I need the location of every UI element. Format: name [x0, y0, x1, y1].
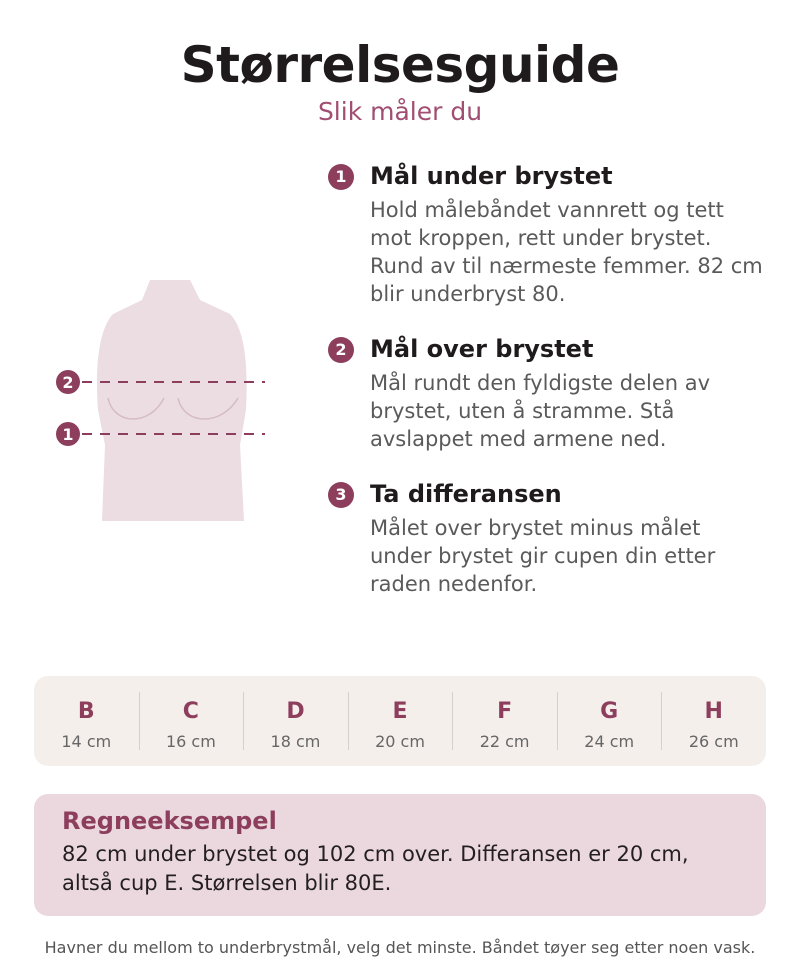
marker-1-label: 1 [62, 425, 74, 444]
cup-cell [243, 676, 348, 766]
cup-cell [661, 676, 766, 766]
example-text: 82 cm under brystet og 102 cm over. Differansen er 20 cm, altså cup E. Størrelsen blir 80E. [62, 842, 689, 895]
cup-cell [452, 676, 557, 766]
step-description: Hold målebåndet vannrett og tett mot kroppen, rett under brystet. Rund av til nærmeste femmer. 82 cm blir underbryst 80. [370, 198, 763, 306]
calculation-example [34, 794, 766, 916]
cup-difference: 18 cm [270, 732, 321, 751]
cup-letter: G [600, 699, 619, 724]
cup-letter: E [392, 699, 408, 724]
cup-size-table [34, 676, 766, 766]
cup-difference: 26 cm [688, 732, 739, 751]
page-title: Størrelsesguide [180, 36, 620, 94]
step-title: Mål under brystet [370, 162, 613, 190]
cup-cell [348, 676, 453, 766]
cup-difference: 24 cm [584, 732, 635, 751]
cup-letter: C [182, 699, 199, 724]
cup-cell [557, 676, 662, 766]
step-3 [328, 478, 768, 598]
step-number: 2 [328, 337, 354, 363]
cup-difference: 22 cm [479, 732, 530, 751]
torso-svg [50, 270, 280, 530]
cup-letter: D [286, 699, 305, 724]
cup-cell [139, 676, 244, 766]
footnote: Havner du mellom to underbrystmål, velg det minste. Båndet tøyer seg etter noen vask. [44, 938, 756, 957]
marker-2-label: 2 [62, 373, 74, 392]
torso-shape [97, 280, 247, 521]
step-2 [328, 333, 768, 453]
cup-difference: 16 cm [165, 732, 216, 751]
torso-illustration [50, 270, 280, 530]
cup-letter: H [704, 699, 723, 724]
cup-cell [34, 676, 139, 766]
measurement-steps [328, 160, 768, 623]
step-description: Mål rundt den fyldigste delen av brystet, uten å stramme. Stå avslappet med armene ned. [370, 371, 711, 451]
page-subtitle: Slik måler du [317, 97, 483, 126]
step-number: 1 [328, 164, 354, 190]
cup-letter: B [77, 699, 95, 724]
cup-difference: 20 cm [375, 732, 425, 751]
step-title: Mål over brystet [370, 335, 594, 363]
cup-difference: 14 cm [61, 732, 112, 751]
step-1 [328, 160, 768, 308]
step-description: Målet over brystet minus målet under brystet gir cupen din etter raden nedenfor. [370, 516, 716, 596]
cup-letter: F [497, 699, 513, 724]
example-title: Regneeksempel [62, 807, 277, 835]
step-number: 3 [328, 482, 354, 508]
step-title: Ta differansen [370, 480, 562, 508]
